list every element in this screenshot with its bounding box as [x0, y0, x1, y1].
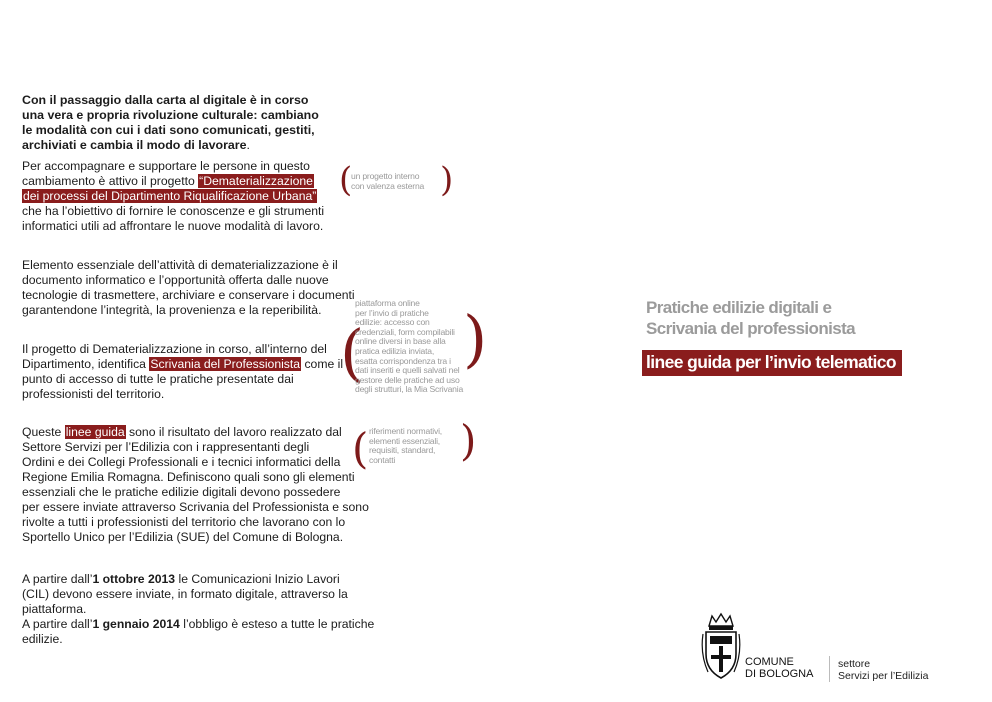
date-cil: 1 ottobre 2013 — [92, 572, 176, 586]
open-paren-icon: ( — [339, 160, 353, 200]
paragraph-project: Per accompagnare e supportare le persone in questo cambiamento è attivo il progetto “Dematerializzazione dei processi del Dipartimento Riqualificazione Urbana” che ha l’obiettivo di fornire le conoscenze e gli strumenti informatici utili ad affrontare le nuove modalità di lavoro. — [22, 159, 325, 233]
date-all: 1 gennaio 2014 — [92, 617, 180, 631]
highlight-linee-guida: linee guida — [65, 425, 125, 439]
intro-text: Con il passaggio dalla carta al digitale è in corso una vera e propria rivoluzione culturale: cambiano le modalità con cui i dati sono comunicati, gestiti, archiviati e cambia il modo di lavorare. — [22, 93, 319, 152]
paragraph-guidelines: Queste linee guida sono il risultato del lavoro realizzato dal Settore Servizi per l’Edilizia con i rappresentanti degli Ordini e dei Collegi Professionali e i tecnici informatici della Regione Emilia Romagna. Definiscono quali sono gli elementi essenziali che le pratiche edilizie digitali devono possedere per essere inviate attraverso Scrivania del Professionista e sono rivolte a tutti i professionisti del territorio che lavorano con lo Sportello Unico per l’Edilizia (SUE) del Comune di Bologna. — [22, 425, 369, 544]
close-paren-icon: ) — [460, 416, 477, 465]
logo-sector: settore Servizi per l’Edilizia — [838, 658, 929, 682]
close-paren-icon: ) — [440, 160, 454, 200]
paragraph-dematerialization: Elemento essenziale dell’attività di dematerializzazione è il documento informatico e l’opportunità offerta dalle nuove tecnologie di trasmettere, archiviare e conservare i documenti garantendone l’integrità, la provenienza e la reperibilità. — [22, 258, 355, 317]
logo-name: COMUNE DI BOLOGNA — [745, 656, 814, 680]
close-paren-icon: ) — [463, 302, 488, 375]
paragraph-scrivania: Il progetto di Dematerializzazione in corso, all’interno del Dipartimento, identifica Scrivania del Professionista come il punto di accesso di tutte le pratiche presentate dai professionisti del territorio. — [22, 342, 344, 401]
open-paren-icon: ( — [340, 316, 365, 389]
highlight-project-name-2: dei processi del Dipartimento Riqualificazione Urbana” — [23, 189, 317, 203]
side-note-platform: piattaforma online per l’invio di pratiche edilizie: accesso con credenziali, form compilabili online diversi in base alla pratica edilizia inviata, esatta corrispondenza tra i dati inseriti e quelli salvati nel gestore delle pratiche ad uso degli strutturi, la Mia Scrivania — [355, 298, 464, 395]
open-paren-icon: ( — [352, 424, 369, 473]
coat-of-arms-icon — [700, 612, 742, 682]
highlight-project-name: “Dematerializzazione — [199, 174, 313, 188]
paragraph-dates: A partire dall’1 ottobre 2013 le Comunicazioni Inizio Lavori (CIL) devono essere inviate, in formato digitale, attraverso la piattaforma. A partire dall’1 gennaio 2014 l’obbligo è esteso a tutte le pratiche edilizie. — [22, 572, 375, 646]
highlight-scrivania: Scrivania del Professionista — [150, 357, 301, 371]
logo-divider — [829, 656, 830, 682]
side-note-project: un progetto interno con valenza esterna — [351, 171, 425, 191]
side-note-guidelines: riferimenti normativi, elementi essenziali, requisiti, standard, contatti — [369, 426, 442, 465]
cover-title: Pratiche edilizie digitali e Scrivania del professionista — [646, 298, 856, 338]
cover-subtitle-band: linee guida per l’invio telematico — [642, 350, 902, 376]
